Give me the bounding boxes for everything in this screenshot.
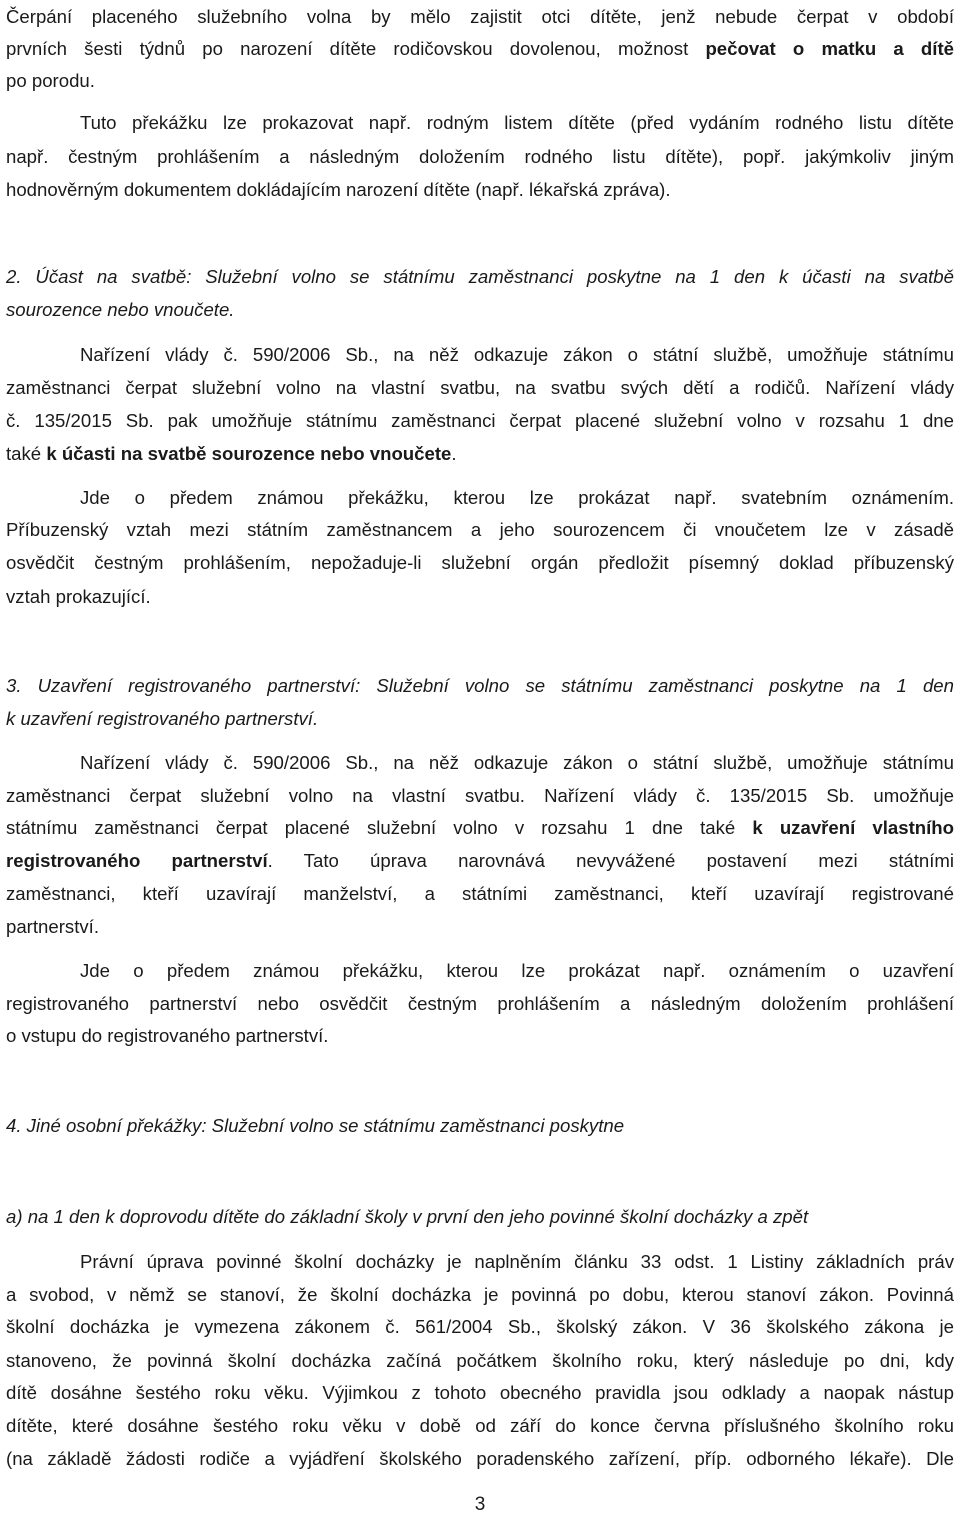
- paragraph-line: Právní úprava povinné školní docházky je naplněním článku 33 odst. 1 Listiny základních práv: [80, 1251, 954, 1272]
- paragraph-line: vztah prokazující.: [6, 586, 151, 607]
- paragraph-line: osvědčit čestným prohlášením, nepožaduje-li služební orgán předložit písemný doklad příbuzenský: [6, 552, 954, 573]
- text-span: státnímu zaměstnanci čerpat placené služební volno v rozsahu 1 dne také: [6, 817, 753, 838]
- section-heading: sourozence nebo vnoučete.: [6, 299, 235, 320]
- text-span: . Tato úprava narovnává nevyvážené postavení mezi státními: [267, 850, 954, 871]
- paragraph-line: Tuto překážku lze prokazovat např. rodným listem dítěte (před vydáním rodného listu dítěte: [80, 112, 954, 133]
- paragraph-line: zaměstnanci čerpat služební volno na vlastní svatbu. Nařízení vlády č. 135/2015 Sb. umožňuje: [6, 785, 954, 806]
- paragraph-line: školní docházka je vymezena zákonem č. 561/2004 Sb., školský zákon. V 36 školského zákona je: [6, 1316, 954, 1337]
- paragraph-line: [6, 850, 954, 872]
- bold-text: k účasti na svatbě sourozence nebo vnoučete: [46, 443, 452, 464]
- paragraph-line: [6, 443, 954, 465]
- paragraph-line: Příbuzenský vztah mezi státním zaměstnancem a jeho sourozencem či vnoučetem lze v zásadě: [6, 519, 954, 540]
- paragraph-line: [6, 38, 954, 60]
- paragraph-line: dítěte, které dosáhne šestého roku věku v době od září do konce června příslušného školního roku: [6, 1415, 954, 1436]
- paragraph-line: a svobod, v němž se stanoví, že školní docházka je povinná po dobu, kterou stanoví zákon. Povinná: [6, 1284, 954, 1305]
- paragraph-line: zaměstnanci čerpat služební volno na vlastní svatbu, na svatbu svých dětí a rodičů. Nařízení vlády: [6, 377, 954, 398]
- paragraph-line: např. čestným prohlášením a následným doložením rodného listu dítěte), popř. jakýmkoliv jiným: [6, 146, 954, 167]
- text-span: také: [6, 443, 47, 464]
- bold-text: pečovat o matku a dítě: [705, 38, 954, 59]
- section-heading: 4. Jiné osobní překážky: Služební volno se státnímu zaměstnanci poskytne: [6, 1115, 625, 1136]
- paragraph-line: hodnověrným dokumentem dokládajícím narození dítěte (např. lékařská zpráva).: [6, 179, 671, 200]
- section-heading: 3. Uzavření registrovaného partnerství: Služební volno se státnímu zaměstnanci poskytne na 1 den: [6, 675, 954, 696]
- subsection-heading: a) na 1 den k doprovodu dítěte do základní školy v první den jeho povinné školní docházky a zpět: [6, 1206, 809, 1227]
- bold-text: registrovaného partnerství: [6, 850, 268, 871]
- text-span: .: [451, 443, 457, 464]
- paragraph-line: Čerpání placeného služebního volna by mělo zajistit otci dítěte, jenž nebude čerpat v období: [6, 6, 954, 27]
- paragraph-line: o vstupu do registrovaného partnerství.: [6, 1025, 329, 1046]
- bold-text: k uzavření vlastního: [752, 817, 954, 838]
- paragraph-line: stanoveno, že povinná školní docházka začíná počátkem školního roku, který následuje po dni, kdy: [6, 1350, 954, 1371]
- paragraph-line: zaměstnanci, kteří uzavírají manželství, a státními zaměstnanci, kteří uzavírají registrované: [6, 883, 954, 904]
- paragraph-line: registrovaného partnerství nebo osvědčit čestným prohlášením a následným doložením prohlášení: [6, 993, 954, 1014]
- paragraph-line: č. 135/2015 Sb. pak umožňuje státnímu zaměstnanci čerpat placené služební volno v rozsahu 1 dne: [6, 410, 954, 431]
- paragraph-line: dítě dosáhne šestého roku věku. Výjimkou z tohoto obecného pravidla jsou odklady a naopak nástup: [6, 1382, 954, 1403]
- paragraph-line: (na základě žádosti rodiče a vyjádření školského poradenského zařízení, příp. odborného lékaře). Dle: [6, 1448, 954, 1469]
- paragraph-line: po porodu.: [6, 70, 95, 91]
- paragraph-line: Nařízení vlády č. 590/2006 Sb., na něž odkazuje zákon o státní službě, umožňuje státnímu: [80, 752, 954, 773]
- paragraph-line: Jde o předem známou překážku, kterou lze prokázat např. svatebním oznámením.: [80, 487, 954, 508]
- paragraph-line: Jde o předem známou překážku, kterou lze prokázat např. oznámením o uzavření: [80, 960, 954, 981]
- paragraph-line: partnerství.: [6, 916, 100, 937]
- paragraph-line: Nařízení vlády č. 590/2006 Sb., na něž odkazuje zákon o státní službě, umožňuje státnímu: [80, 344, 954, 365]
- section-heading: 2. Účast na svatbě: Služební volno se státnímu zaměstnanci poskytne na 1 den k účasti na svatbě: [6, 266, 954, 287]
- page-number: 3: [474, 1494, 486, 1515]
- paragraph-line: [6, 817, 954, 839]
- section-heading: k uzavření registrovaného partnerství.: [6, 708, 319, 729]
- text-span: prvních šesti týdnů po narození dítěte rodičovskou dovolenou, možnost: [6, 38, 706, 59]
